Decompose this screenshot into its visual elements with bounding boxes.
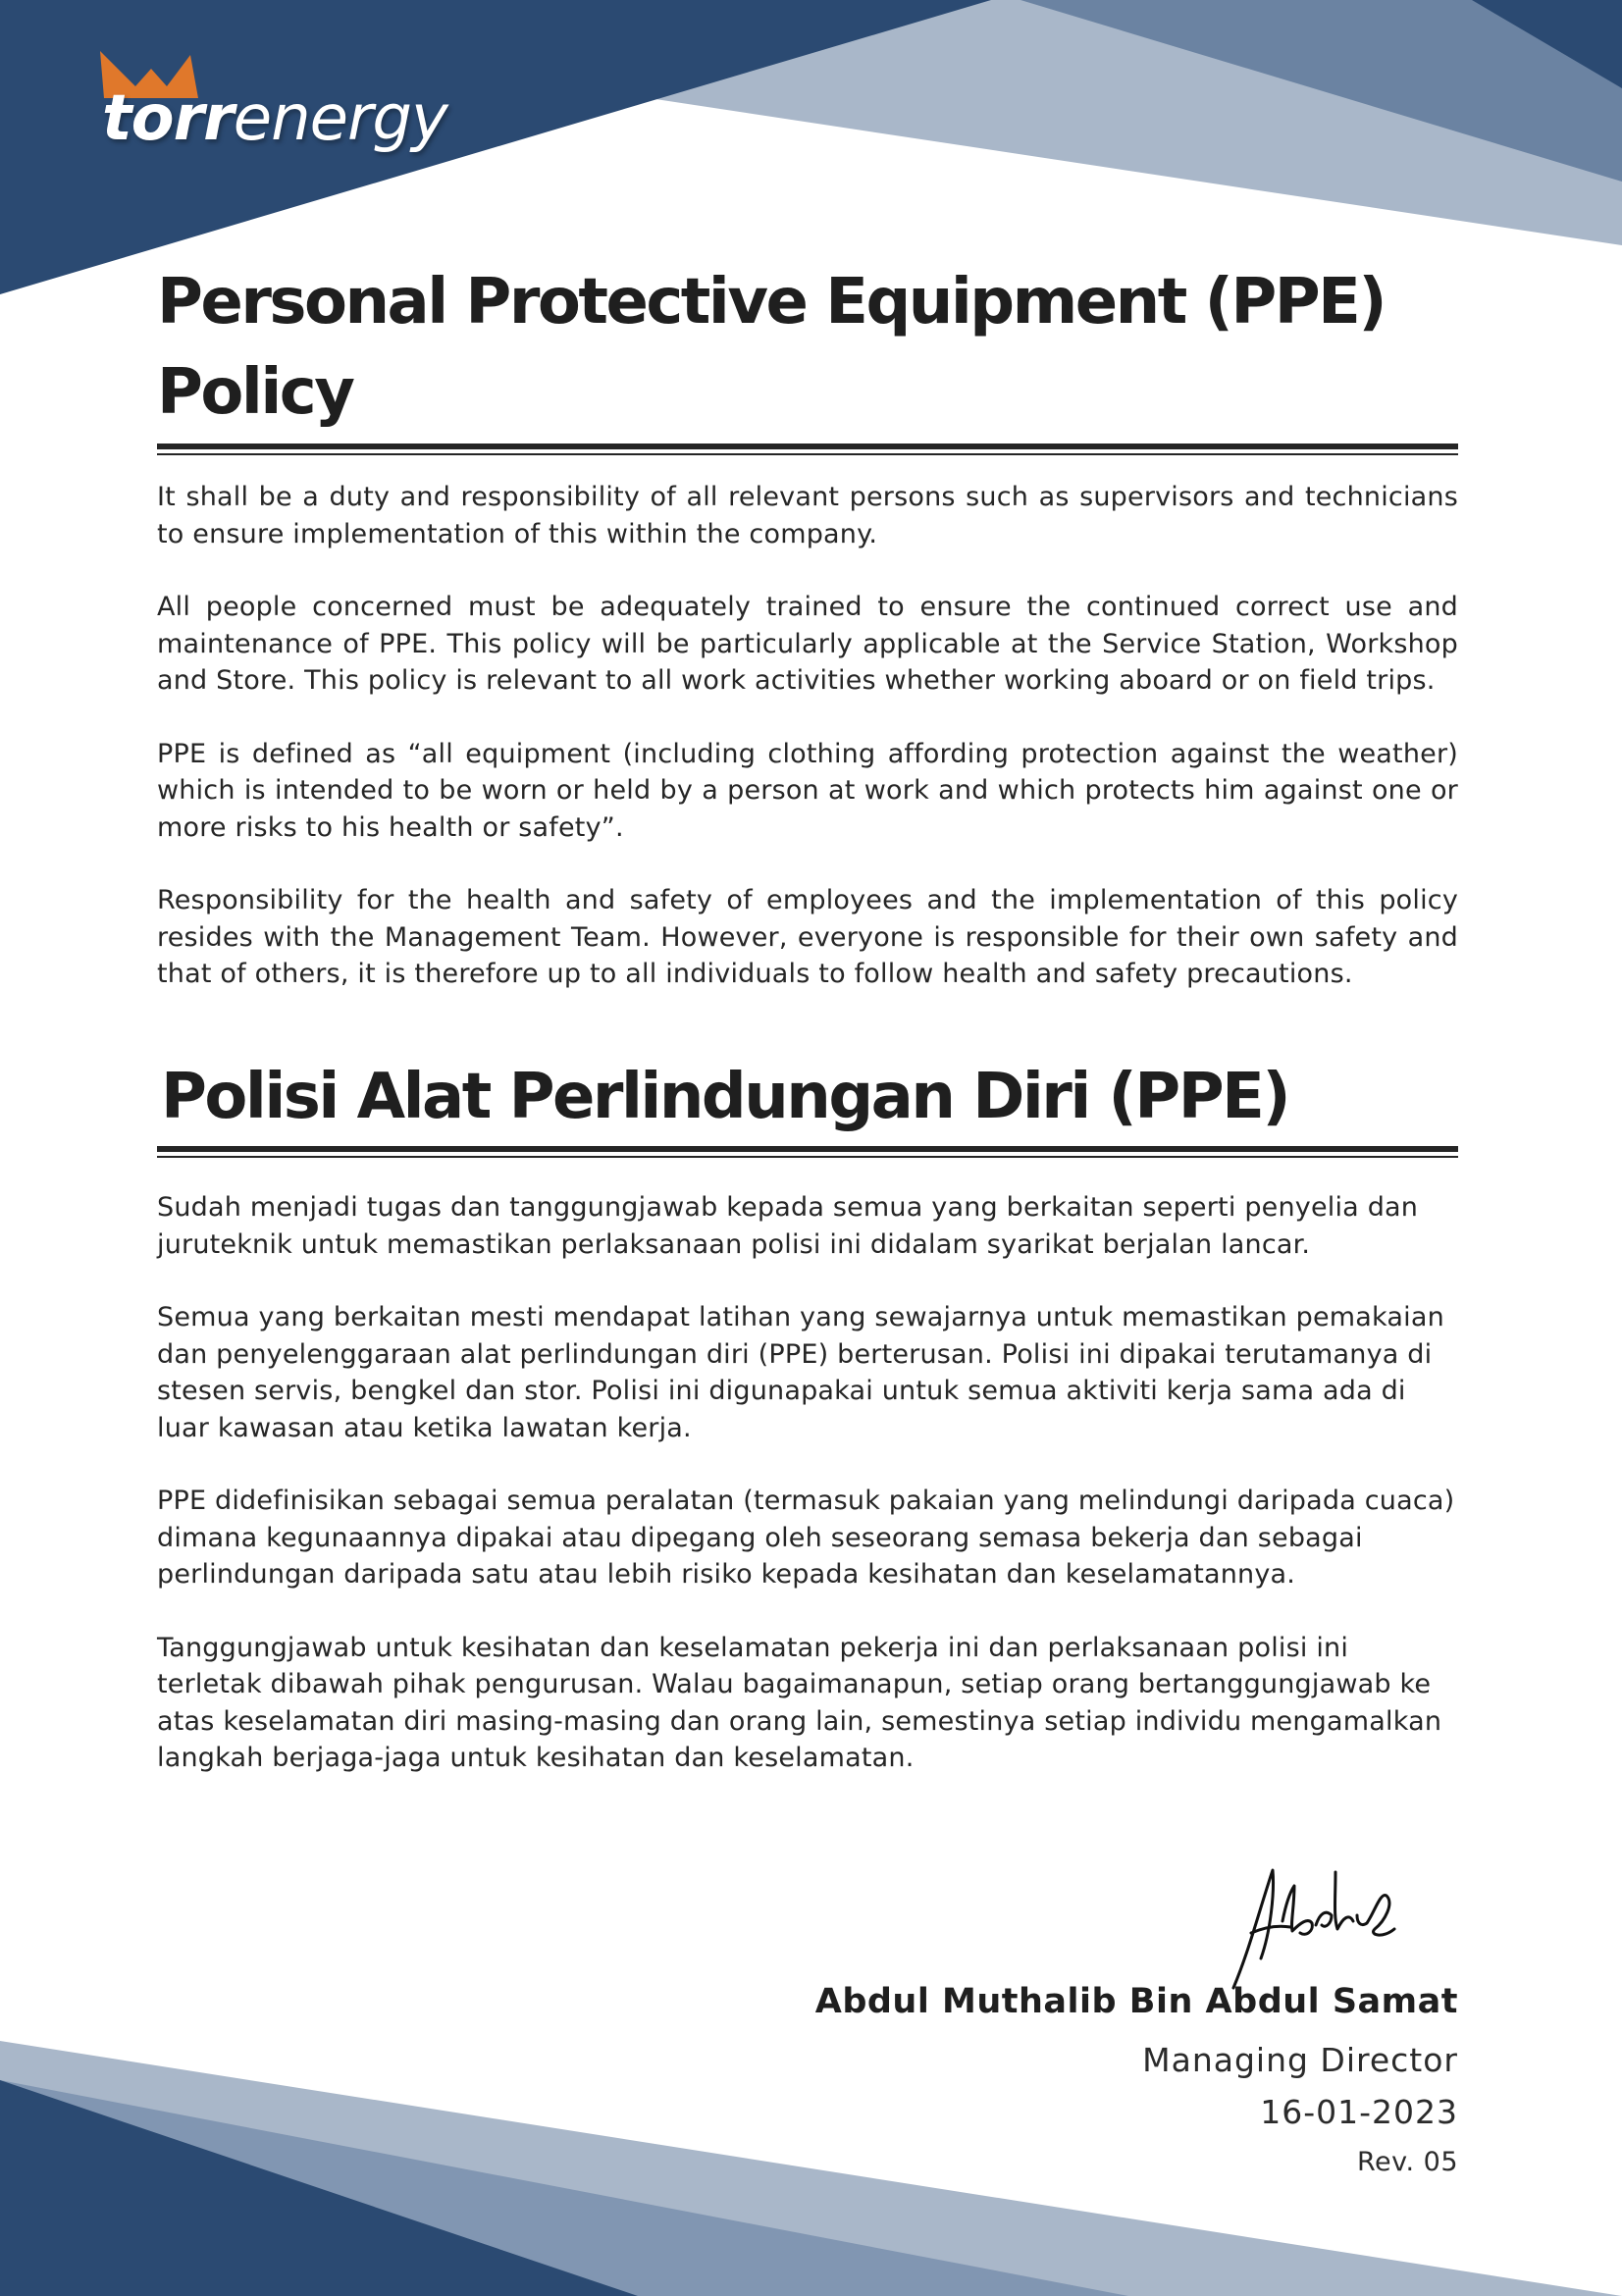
english-title-line-1: Personal Protective Equipment (PPE) (157, 266, 1386, 339)
section-english (157, 257, 1458, 1029)
malay-title: Polisi Alat Perlindungan Diri (PPE) (161, 1061, 1289, 1133)
english-title-divider (157, 444, 1458, 457)
signatory-title: Managing Director (1142, 2041, 1458, 2079)
company-logo (96, 47, 447, 165)
signatory-date: 16-01-2023 (1260, 2093, 1458, 2131)
english-paragraph-1: It shall be a duty and responsibility of all relevant persons such as supervisors and technicians to ensure implementation of this within the company. (157, 482, 1458, 549)
malay-paragraph-3: PPE didefinisikan sebagai semua peralatan (termasuk pakaian yang melindungi daripada cuaca) dimana kegunaannya dipakai atau dipegang oleh seseorang semasa bekerja dan sebagai perlindungan daripada satu atau lebih risiko kepada kesihatan dan keselamatannya. (157, 1486, 1455, 1590)
logo-wordmark (102, 82, 447, 155)
handwritten-signature (1222, 1852, 1418, 2000)
logo-wordmark-rest: energy (233, 82, 447, 155)
malay-paragraph-1: Sudah menjadi tugas dan tanggungjawab kepada semua yang berkaitan seperti penyelia dan juruteknik untuk memastikan perlaksanaan polisi ini didalam syarikat berjalan lancar. (157, 1192, 1419, 1260)
english-paragraph-4: Responsibility for the health and safety of employees and the implementation of this policy resides with the Management Team. However, everyone is responsible for their own safety and that of others, it is therefore up to all individuals to follow health and safety precautions. (157, 885, 1458, 989)
english-paragraph-3: PPE is defined as “all equipment (including clothing affording protection against the weather) which is intended to be worn or held by a person at work and which protects him against one or more risks to his health or safety”. (157, 738, 1458, 843)
malay-paragraph-4: Tanggungjawab untuk kesihatan dan keselamatan pekerja ini dan perlaksanaan polisi ini terletak dibawah pihak pengurusan. Walau bagaimanapun, setiap orang bertanggungjawab ke atas keselamatan diri masing-masing dan orang lain, semestinya setiap individu mengamalkan langkah berjaga-jaga untuk kesihatan dan keselamatan. (157, 1632, 1442, 1773)
document-revision: Rev. 05 (1356, 2147, 1458, 2177)
signatory-block (673, 1982, 1458, 2177)
signatory-name: Abdul Muthalib Bin Abdul Samat (814, 1982, 1458, 2021)
section-malay (157, 1052, 1458, 1813)
english-paragraph-2: All people concerned must be adequately trained to ensure the continued correct use and maintenance of PPE. This policy will be particularly applicable at the Service Station, Workshop and Store. This policy is relevant to all work activities whether working aboard or on field trips. (157, 592, 1458, 696)
english-title-line-2: Policy (157, 356, 353, 429)
logo-wordmark-bold: torr (102, 82, 234, 155)
malay-title-divider (157, 1146, 1458, 1160)
english-title (157, 257, 1458, 438)
malay-paragraph-2: Semua yang berkaitan mesti mendapat latihan yang sewajarnya untuk memastikan pemakaian dan penyelenggaraan alat perlindungan diri (PPE) berterusan. Polisi ini dipakai terutamanya di stesen servis, bengkel dan stor. Polisi ini digunapakai untuk semua aktiviti kerja sama ada di luar kawasan atau ketika lawatan kerja. (157, 1302, 1444, 1443)
